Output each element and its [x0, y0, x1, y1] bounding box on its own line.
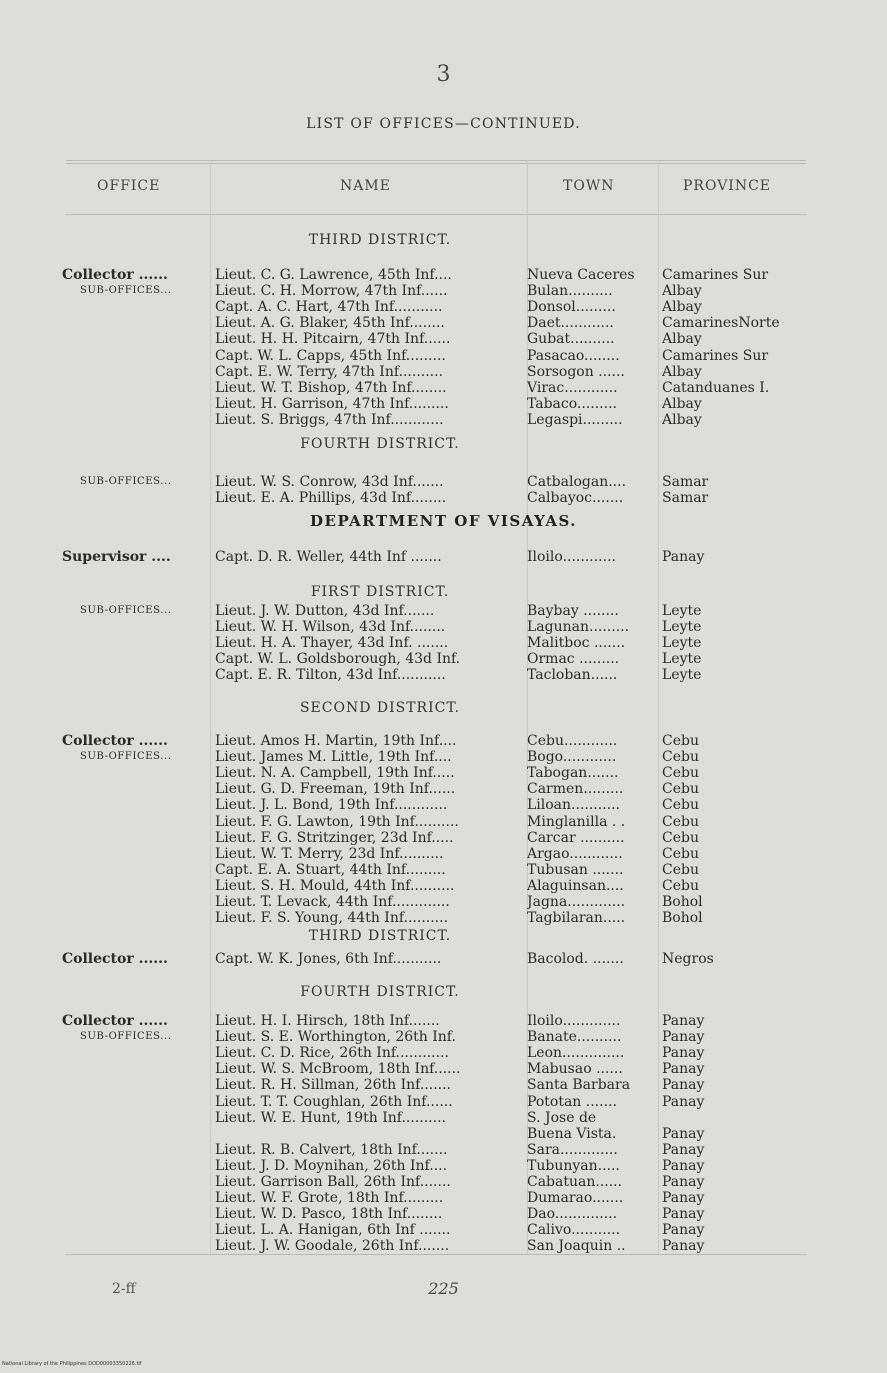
name-cell: Capt. W. L. Capps, 45th Inf......... [215, 347, 446, 364]
name-cell: Lieut. H. H. Pitcairn, 47th Inf...... [215, 331, 451, 348]
province-cell: Samar [662, 490, 709, 507]
town-cell: Catbalogan.... [527, 474, 627, 490]
town-cell: Tabaco......... [527, 395, 617, 412]
province-cell: Bohol [662, 894, 703, 910]
town-cell: Iloilo............. [527, 1013, 621, 1029]
town-cell: Carmen......... [527, 781, 624, 798]
office-cell: Collector ...... [62, 267, 168, 283]
town-cell: Tabogan....... [527, 765, 619, 782]
name-cell: Lieut. E. A. Phillips, 43d Inf........ [215, 490, 447, 507]
name-cell: Lieut. J. L. Bond, 19th Inf............ [215, 797, 448, 814]
office-cell: Collector ...... [62, 733, 168, 749]
town-cell: Bogo............ [527, 749, 617, 766]
office-cell: Supervisor .... [62, 549, 171, 565]
town-cell: Tubusan ....... [527, 861, 624, 878]
province-cell: Catanduanes I. [662, 379, 770, 396]
town-cell: Santa Barbara [527, 1077, 631, 1094]
town-cell: Ormac ......... [527, 651, 620, 668]
province-cell: Camarines Sur [662, 347, 769, 364]
office-cell: SUB-OFFICES... [80, 285, 172, 297]
district-heading: FIRST DISTRICT. [310, 584, 450, 600]
province-cell: Panay [662, 1125, 705, 1142]
name-cell: Lieut. H. A. Thayer, 43d Inf. ....... [215, 635, 449, 652]
province-cell: Panay [662, 1141, 705, 1158]
name-cell: Capt. D. R. Weller, 44th Inf ....... [215, 549, 442, 565]
name-cell: Lieut. S. H. Mould, 44th Inf.......... [215, 877, 455, 894]
office-cell: Collector ...... [62, 1013, 168, 1029]
district-heading: FOURTH DISTRICT. [300, 436, 460, 452]
province-cell: Albay [662, 283, 702, 300]
table-bottom-rule [66, 1254, 806, 1255]
name-cell: Capt. W. K. Jones, 6th Inf........... [215, 951, 442, 967]
province-cell: Negros [662, 951, 714, 967]
name-cell: Lieut. R. B. Calvert, 18th Inf....... [215, 1141, 448, 1158]
town-cell: Pasacao........ [527, 347, 620, 364]
province-cell: Cebu [662, 733, 699, 749]
name-cell: Lieut. W. S. Conrow, 43d Inf....... [215, 474, 444, 490]
name-cell: Lieut. R. H. Sillman, 26th Inf....... [215, 1077, 452, 1094]
district-heading: SECOND DISTRICT. [299, 700, 461, 716]
province-cell: Panay [662, 1190, 705, 1207]
name-cell: Lieut. J. W. Goodale, 26th Inf....... [215, 1238, 450, 1255]
town-cell: Tacloban...... [527, 667, 618, 684]
town-cell: Liloan........... [527, 797, 620, 814]
name-cell: Capt. E. W. Terry, 47th Inf.......... [215, 363, 444, 380]
name-cell: Lieut. T. Levack, 44th Inf............. [215, 894, 450, 910]
province-cell: Leyte [662, 619, 702, 636]
province-cell: Cebu [662, 845, 699, 862]
province-cell: Panay [662, 1077, 705, 1094]
district-heading: THIRD DISTRICT. [308, 232, 452, 248]
province-cell: Cebu [662, 797, 699, 814]
province-cell: Panay [662, 549, 705, 565]
name-cell: Lieut. T. T. Coughlan, 26th Inf...... [215, 1093, 453, 1110]
name-cell: Lieut. W. E. Hunt, 19th Inf.......... [215, 1109, 446, 1126]
town-cell: Baybay ........ [527, 603, 619, 619]
province-cell: Panay [662, 1157, 705, 1174]
name-cell: Lieut. W. D. Pasco, 18th Inf........ [215, 1206, 443, 1223]
province-cell: Leyte [662, 651, 702, 668]
town-cell: Calivo........... [527, 1222, 621, 1239]
office-cell: SUB-OFFICES... [80, 1031, 172, 1043]
table-row [0, 909, 887, 927]
town-cell: Sorsogon ...... [527, 363, 625, 380]
province-cell: Albay [662, 363, 702, 380]
name-cell: Capt. A. C. Hart, 47th Inf........... [215, 299, 443, 316]
town-cell: Nueva Caceres [527, 267, 635, 283]
province-cell: Cebu [662, 877, 699, 894]
name-cell: Lieut. F. G. Stritzinger, 23d Inf..... [215, 829, 454, 846]
town-cell: Carcar .......... [527, 829, 625, 846]
town-cell: Iloilo............ [527, 549, 616, 565]
town-cell: Calbayoc....... [527, 490, 624, 507]
province-cell: Leyte [662, 667, 702, 684]
town-cell: S. Jose de [527, 1109, 597, 1126]
town-cell: San Joaquin .. [527, 1238, 626, 1255]
town-cell: Lagunan......... [527, 619, 630, 636]
town-cell: Jagna............. [527, 894, 626, 910]
province-cell: Panay [662, 1061, 705, 1078]
town-cell: Leon.............. [527, 1045, 625, 1062]
town-cell: Banate.......... [527, 1029, 622, 1046]
province-cell: Albay [662, 331, 702, 348]
province-cell: Panay [662, 1093, 705, 1110]
name-cell: Lieut. S. E. Worthington, 26th Inf. [215, 1029, 456, 1046]
column-header-town: TOWN [563, 178, 615, 194]
town-cell: Gubat.......... [527, 331, 615, 348]
name-cell: Lieut. Garrison Ball, 26th Inf....... [215, 1174, 451, 1190]
table-row [0, 666, 887, 684]
province-cell: Cebu [662, 861, 699, 878]
town-cell: Alaguinsan.... [527, 877, 624, 894]
table-row [0, 548, 887, 566]
name-cell: Lieut. F. S. Young, 44th Inf.......... [215, 910, 449, 927]
name-cell: Lieut. N. A. Campbell, 19th Inf..... [215, 765, 455, 782]
town-cell: Tubunyan..... [527, 1157, 620, 1174]
town-cell: Mabusao ...... [527, 1061, 623, 1078]
office-cell: SUB-OFFICES... [80, 476, 172, 487]
town-cell: Sara............. [527, 1141, 618, 1158]
province-cell: Panay [662, 1013, 705, 1029]
footer-page-number: 225 [428, 1279, 459, 1298]
name-cell: Lieut. C. H. Morrow, 47th Inf...... [215, 283, 448, 300]
name-cell: Lieut. C. D. Rice, 26th Inf............ [215, 1045, 449, 1062]
name-cell: Lieut. L. A. Hanigan, 6th Inf ....... [215, 1222, 451, 1239]
province-cell: Panay [662, 1029, 705, 1046]
province-cell: Cebu [662, 765, 699, 782]
province-cell: Albay [662, 395, 702, 412]
name-cell: Lieut. A. G. Blaker, 45th Inf........ [215, 315, 445, 332]
town-cell: Dumarao....... [527, 1190, 624, 1207]
office-cell: SUB-OFFICES... [80, 605, 172, 616]
name-cell: Lieut. J. W. Dutton, 43d Inf....... [215, 603, 435, 619]
column-header-name: NAME [340, 178, 391, 194]
name-cell: Lieut. W. T. Bishop, 47th Inf........ [215, 379, 447, 396]
name-cell: Lieut. J. D. Moynihan, 26th Inf.... [215, 1157, 448, 1174]
province-cell: Cebu [662, 829, 699, 846]
town-cell: Bulan.......... [527, 283, 613, 300]
district-heading: THIRD DISTRICT. [308, 928, 452, 944]
list-title: LIST OF OFFICES—CONTINUED. [306, 116, 581, 132]
name-cell: Lieut. S. Briggs, 47th Inf............ [215, 411, 444, 428]
town-cell: Tagbilaran..... [527, 910, 626, 927]
town-cell: Bacolod. ....... [527, 951, 624, 967]
table-row [0, 1237, 887, 1255]
province-cell: Cebu [662, 813, 699, 830]
column-header-office: OFFICE [97, 178, 161, 194]
name-cell: Capt. E. R. Tilton, 43d Inf........... [215, 667, 446, 684]
scan-credit: National Library of the Philippines DOD00003350226.tif [2, 1361, 142, 1367]
name-cell: Lieut. F. G. Lawton, 19th Inf.......... [215, 813, 459, 830]
town-cell: Daet............ [527, 315, 614, 332]
name-cell: Lieut. C. G. Lawrence, 45th Inf.... [215, 267, 452, 283]
name-cell: Lieut. W. S. McBroom, 18th Inf...... [215, 1061, 461, 1078]
office-cell: SUB-OFFICES... [80, 751, 172, 763]
name-cell: Lieut. W. F. Grote, 18th Inf......... [215, 1190, 444, 1207]
office-cell: Collector ...... [62, 951, 168, 967]
town-cell: Malitboc ....... [527, 635, 626, 652]
province-cell: Leyte [662, 603, 702, 619]
province-cell: Samar [662, 474, 709, 490]
province-cell: Panay [662, 1238, 705, 1255]
column-header-province: PROVINCE [683, 178, 772, 194]
province-cell: CamarinesNorte [662, 315, 780, 332]
town-cell: Legaspi......... [527, 411, 623, 428]
name-cell: Lieut. Amos H. Martin, 19th Inf.... [215, 733, 457, 749]
name-cell: Lieut. James M. Little, 19th Inf.... [215, 749, 452, 766]
name-cell: Lieut. H. Garrison, 47th Inf......... [215, 395, 449, 412]
name-cell: Capt. E. A. Stuart, 44th Inf......... [215, 861, 446, 878]
province-cell: Panay [662, 1174, 705, 1190]
town-cell: Donsol......... [527, 299, 616, 316]
table-row [0, 411, 887, 429]
province-cell: Panay [662, 1045, 705, 1062]
province-cell: Bohol [662, 910, 703, 927]
department-heading: DEPARTMENT OF VISAYAS. [310, 512, 577, 530]
province-cell: Panay [662, 1206, 705, 1223]
province-cell: Cebu [662, 781, 699, 798]
province-cell: Camarines Sur [662, 267, 769, 283]
province-cell: Albay [662, 299, 702, 316]
town-cell: Virac............ [527, 379, 618, 396]
district-heading: FOURTH DISTRICT. [300, 984, 460, 1000]
province-cell: Cebu [662, 749, 699, 766]
table-row [0, 489, 887, 507]
signature-mark: 2-ff [112, 1281, 136, 1297]
name-cell: Lieut. W. H. Wilson, 43d Inf........ [215, 619, 446, 636]
town-cell: Cebu............ [527, 733, 618, 749]
name-cell: Capt. W. L. Goldsborough, 43d Inf. [215, 651, 461, 668]
town-cell: Pototan ....... [527, 1093, 617, 1110]
town-cell: Dao.............. [527, 1206, 618, 1223]
town-cell: Minglanilla . . [527, 813, 626, 830]
name-cell: Lieut. G. D. Freeman, 19th Inf...... [215, 781, 456, 798]
province-cell: Leyte [662, 635, 702, 652]
town-cell: Buena Vista. [527, 1125, 617, 1142]
province-cell: Albay [662, 411, 702, 428]
table-row [0, 950, 887, 968]
province-cell: Panay [662, 1222, 705, 1239]
page-number: 3 [436, 62, 451, 87]
name-cell: Lieut. W. T. Merry, 23d Inf.......... [215, 845, 444, 862]
town-cell: Cabatuan...... [527, 1174, 623, 1190]
town-cell: Argao............ [527, 845, 623, 862]
name-cell: Lieut. H. I. Hirsch, 18th Inf....... [215, 1013, 440, 1029]
